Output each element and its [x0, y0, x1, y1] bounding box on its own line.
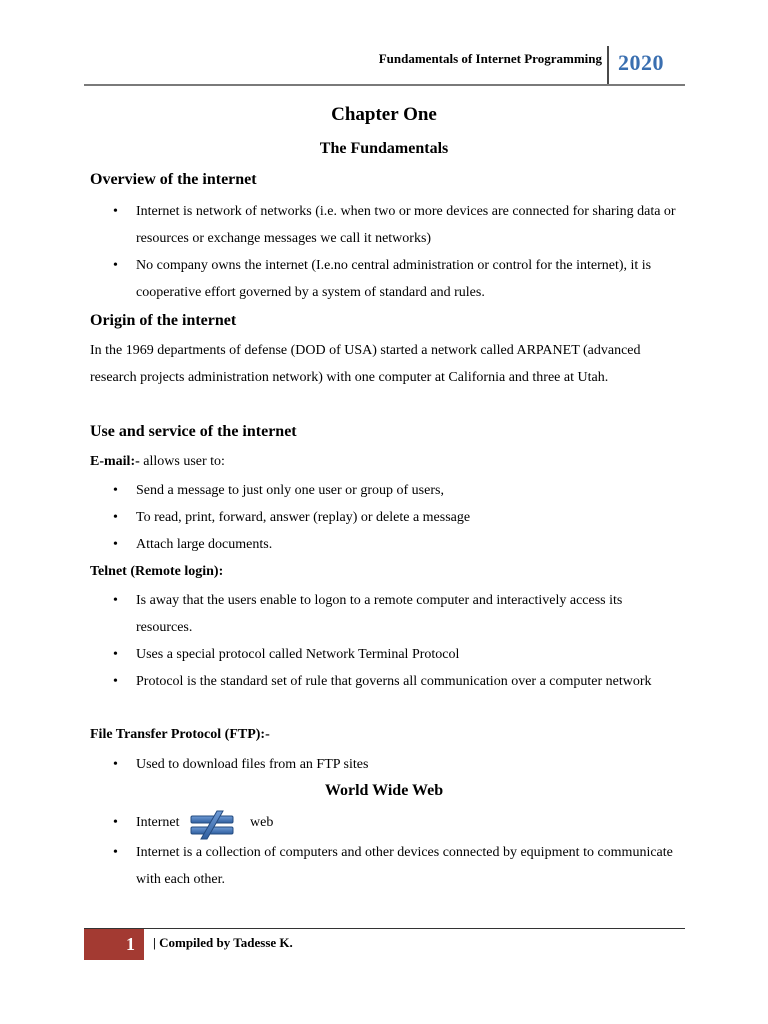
list-item: • Used to download files from an FTP sites — [0, 751, 676, 778]
list-item: • Attach large documents. — [0, 531, 676, 558]
email-label: E-mail:- — [90, 454, 140, 469]
not-equal-icon — [190, 810, 234, 840]
chapter-subtitle: The Fundamentals — [319, 140, 449, 157]
telnet-label: Telnet (Remote login): — [90, 564, 224, 579]
internet-vs-web-row — [0, 810, 700, 838]
list-item: • No company owns the internet (I.e.no central administration or control for the internet), it is cooperative effort governed by a system of standard and rules. — [0, 252, 676, 306]
header-year: 2020 — [618, 50, 664, 75]
list-item: • To read, print, forward, answer (replay) or delete a message — [0, 504, 676, 531]
www-list — [0, 839, 700, 893]
email-label-line — [90, 454, 225, 470]
www-heading: World Wide Web — [324, 782, 444, 799]
list-item: • Is away that the users enable to logon to a remote computer and interactively access its resources. — [0, 587, 676, 641]
ftp-label: File Transfer Protocol (FTP):- — [90, 727, 270, 742]
footer-text: | Compiled by Tadesse K. — [153, 935, 293, 950]
ftp-label-line — [90, 727, 270, 743]
list-item: • Protocol is the standard set of rule that governs all communication over a computer network — [0, 668, 676, 695]
ftp-list — [0, 751, 700, 778]
email-intro: allows user to: — [139, 454, 225, 469]
list-item: • Internet is a collection of computers and other devices connected by equipment to communicate with each other. — [0, 839, 676, 893]
list-item: • Send a message to just only one user or group of users, — [0, 477, 676, 504]
header-divider — [607, 46, 609, 86]
chapter-title: Chapter One — [331, 104, 437, 125]
origin-paragraph: In the 1969 departments of defense (DOD of USA) started a network called ARPANET (advanced research projects administration network) with one computer at California and three at Utah. — [90, 343, 641, 385]
email-list — [0, 477, 700, 558]
header-title: Fundamentals of Internet Programming — [378, 51, 602, 66]
overview-list — [0, 198, 700, 306]
compare-left: Internet — [136, 815, 180, 830]
header-rule — [84, 84, 685, 86]
bullet: • — [113, 815, 118, 830]
use-heading: Use and service of the internet — [90, 423, 297, 440]
origin-heading: Origin of the internet — [90, 312, 237, 329]
page-number: 1 — [126, 934, 135, 954]
list-item: • Uses a special protocol called Network Terminal Protocol — [0, 641, 676, 668]
compare-right: web — [250, 815, 274, 830]
telnet-list — [0, 587, 700, 695]
overview-heading: Overview of the internet — [90, 171, 257, 188]
footer-rule — [84, 928, 685, 929]
telnet-label-line — [90, 564, 223, 580]
list-item: • Internet is network of networks (i.e. when two or more devices are connected for sharing data or resources or exchange messages we call it networks) — [0, 198, 676, 252]
